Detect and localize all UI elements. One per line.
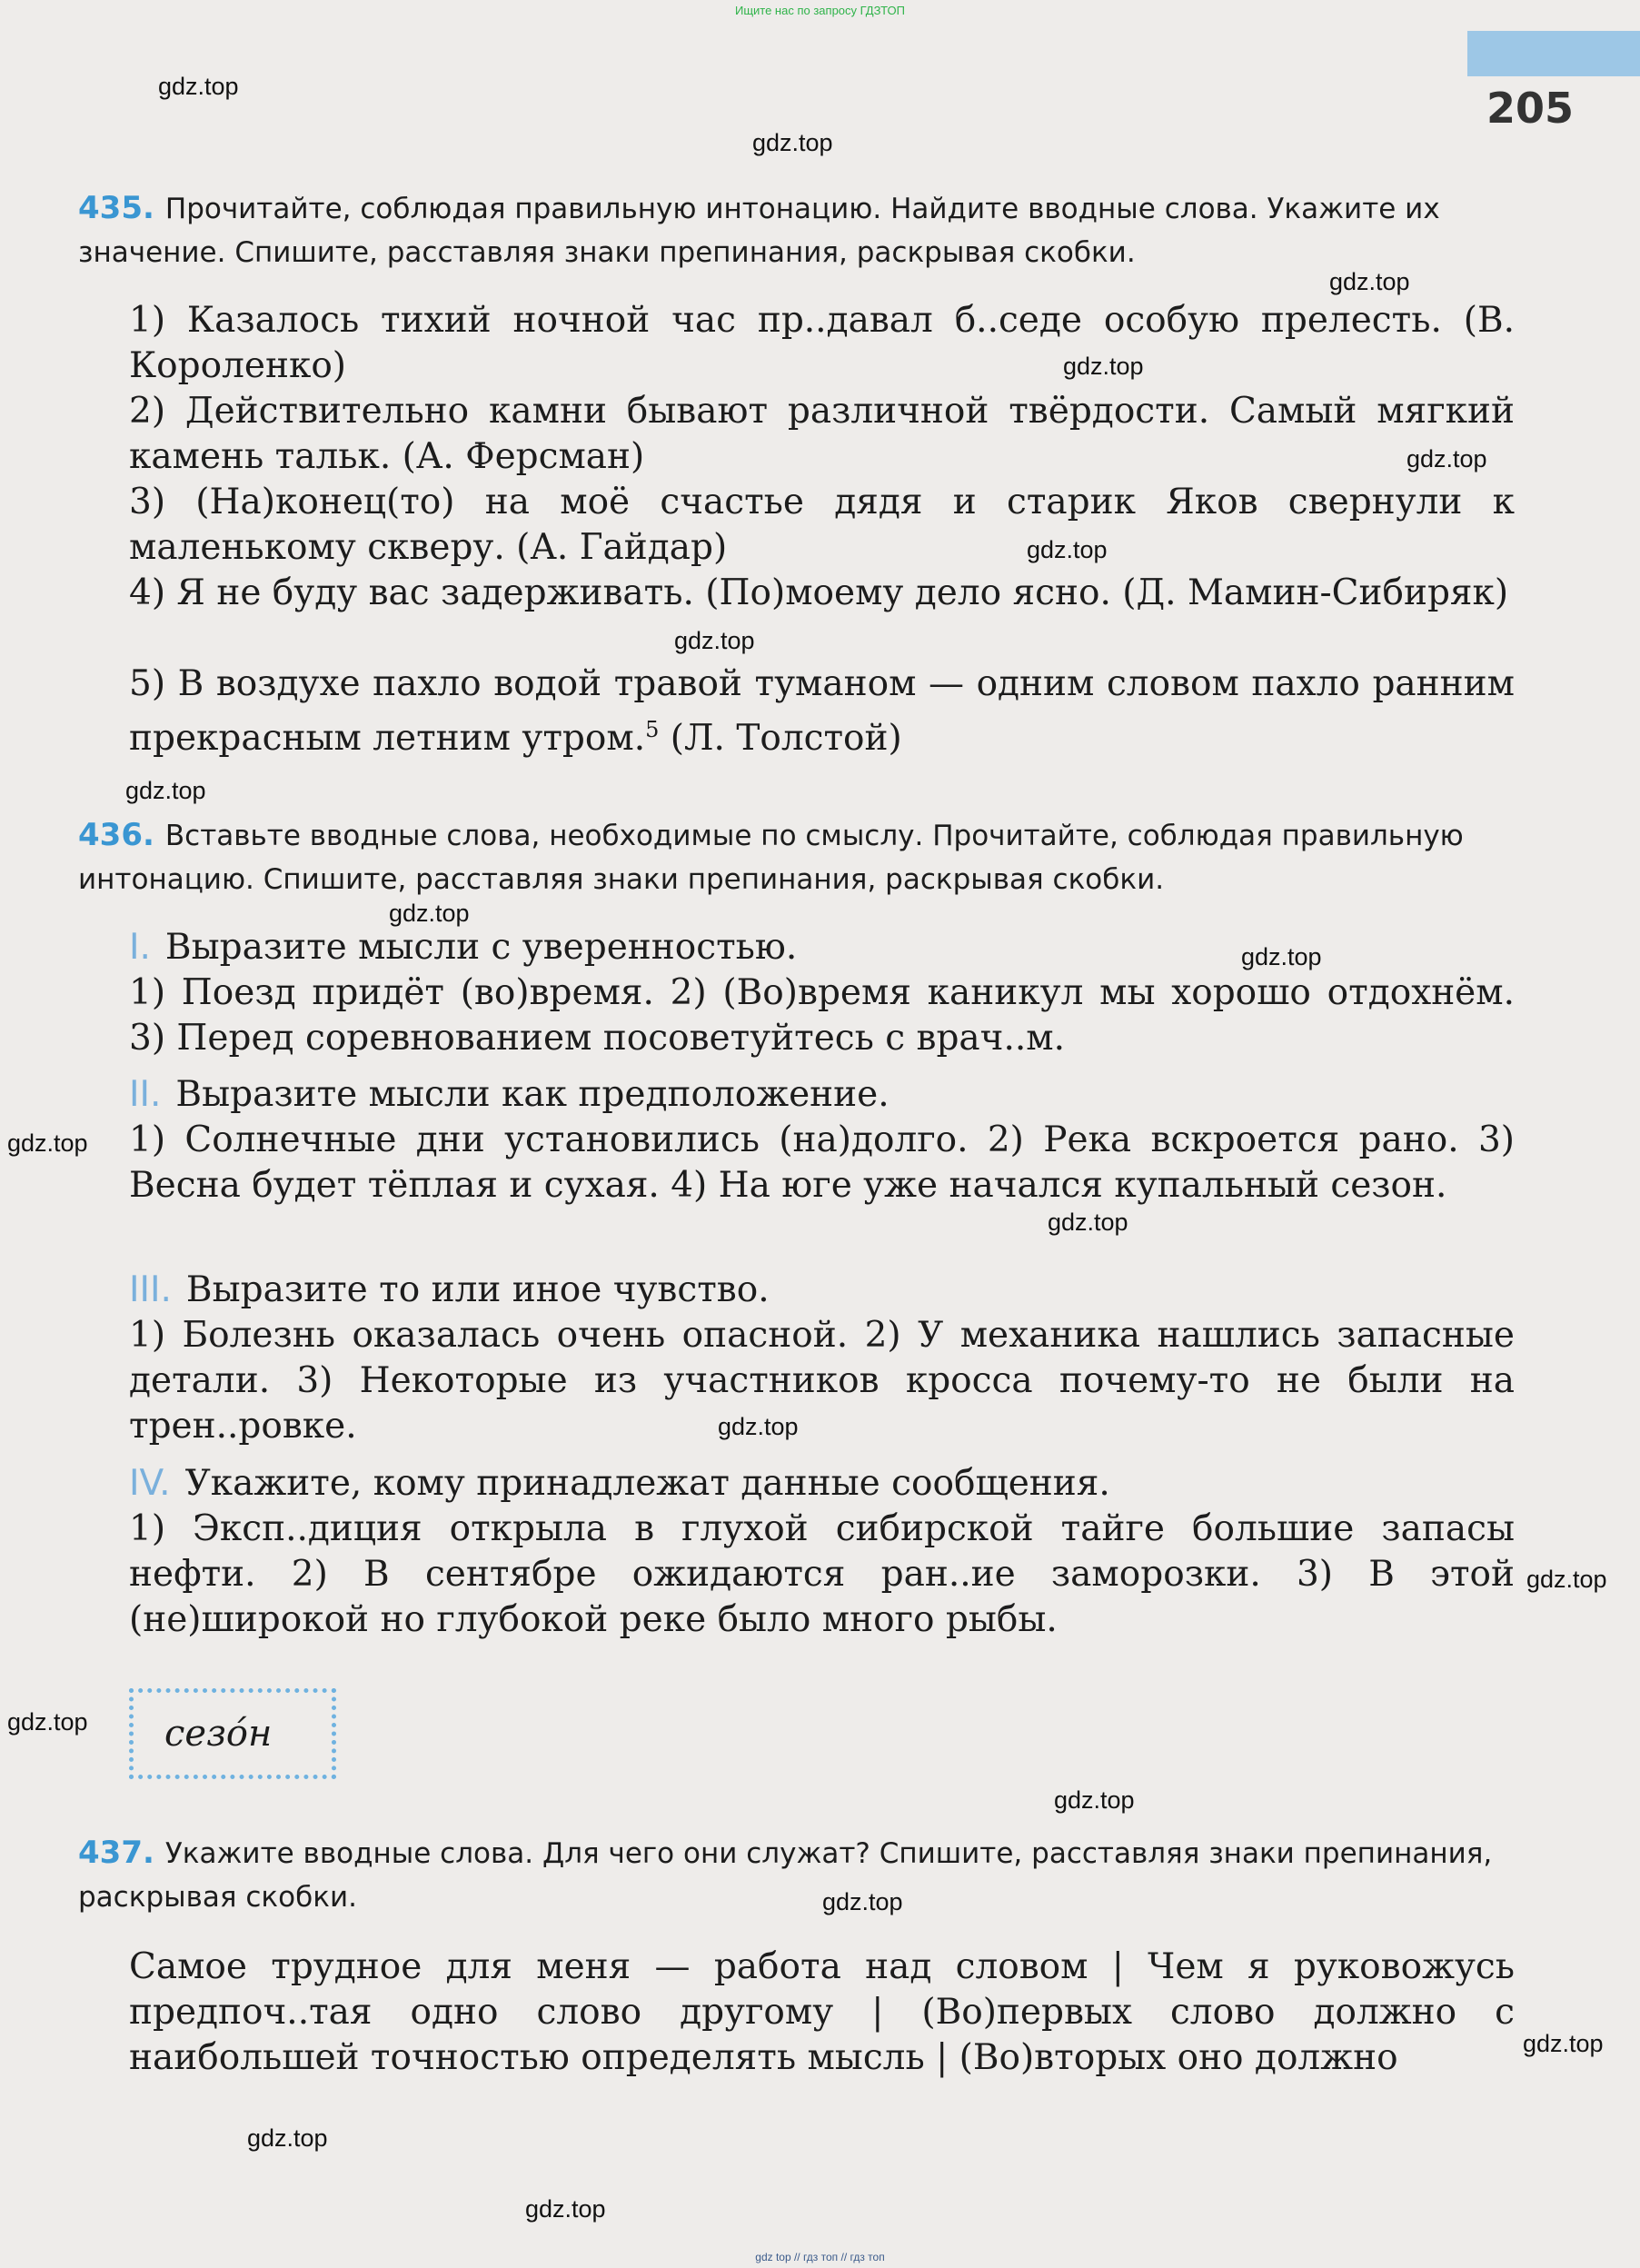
watermark: gdz.top [822,1888,903,1915]
section-2-text: 1) Солнечные дни установились (на)долго. 2) Река вскроется рано. 3) Весна будет тёплая и сухая. 4) На юге уже начался купальный сезон. [129,1119,1515,1206]
ex435-item-5-author: (Л. Толстой) [670,718,902,759]
watermark: gdz.top [1054,1786,1135,1814]
exercise-435-header [78,186,1523,274]
footnote-mark: 5 [645,717,660,742]
section-1-text: 1) Поезд придёт (во)время. 2) (Во)время каникул мы хорошо отдохнём. 3) Перед соревнованием посоветуйтесь с врач..м. [129,972,1515,1059]
watermark: gdz.top [718,1413,799,1440]
ex435-item-5-text: 5) В воздухе пахло водой травой туманом — одним словом пахло ранним прекрасным летним утром. [129,663,1515,759]
watermark: gdz.top [525,2195,606,2223]
vocabulary-word: сезóн [164,1713,273,1755]
section-3-text: 1) Болезнь оказалась очень опасной. 2) У механика нашлись запасные детали. 3) Некоторые из участников кросса почему-то не были на трен..ровке. [129,1315,1515,1447]
ex435-item-5 [129,662,1515,761]
vocabulary-word-box [129,1688,336,1779]
watermark: gdz.top [1523,2030,1604,2057]
watermark: gdz.top [1027,536,1108,563]
top-banner: Ищите нас по запросу ГДЗТОП [734,4,905,17]
section-title-text: Выразите то или иное чувство. [185,1269,770,1310]
watermark: gdz.top [1241,943,1322,970]
section-title-text: Укажите, кому принадлежат данные сообщения. [184,1463,1110,1504]
watermark: gdz.top [752,129,833,156]
exercise-436-header [78,813,1523,901]
section-roman: II. [129,1074,162,1115]
watermark: gdz.top [247,2124,328,2152]
ex435-item-1: 1) Казалось тихий ночной час пр..давал б..седе особую прелесть. (В. Короленко) [129,300,1515,386]
exercise-instruction: Укажите вводные слова. Для чего они служат? Спишите, расставляя знаки препинания, раскрывая скобки. [78,1837,1493,1914]
section-roman: I. [129,927,151,968]
watermark: gdz.top [674,627,755,654]
section-title-2 [129,1072,1515,1118]
page-corner-tab [1467,31,1640,76]
bottom-banner: gdz top // гдз топ // гдз топ [755,2251,885,2263]
ex437-text: Самое трудное для меня — работа над словом | Чем я руковожусь предпоч..тая одно слово другому | (Во)первых слово должно с наибольшей точностью определять мысль | (Во)вторых оно должно [129,1946,1515,2078]
ex435-item-4: 4) Я не буду вас задерживать. (По)моему дело ясно. (Д. Мамин-Сибиряк) [129,572,1509,613]
ex435-item-3: 3) (На)конец(то) на моё счастье дядя и старик Яков свернули к маленькому скверу. (А. Гайдар) [129,482,1515,568]
exercise-437-header [78,1831,1523,1919]
watermark: gdz.top [1048,1209,1128,1236]
section-roman: III. [129,1269,172,1310]
watermark: gdz.top [1329,268,1410,295]
section-roman: IV. [129,1463,171,1504]
watermark: gdz.top [158,73,239,100]
watermark: gdz.top [125,777,206,804]
watermark: gdz.top [1406,445,1487,472]
exercise-instruction: Вставьте вводные слова, необходимые по смыслу. Прочитайте, соблюдая правильную интонацию. Спишите, расставляя знаки препинания, раскрывая скобки. [78,820,1464,896]
exercise-instruction: Прочитайте, соблюдая правильную интонацию. Найдите вводные слова. Укажите их значение. Спишите, расставляя знаки препинания, раскрывая скобки. [78,193,1440,269]
watermark: gdz.top [7,1708,88,1736]
watermark: gdz.top [389,900,470,927]
section-title-text: Выразите мысли с уверенностью. [164,927,798,968]
section-title-3 [129,1268,1515,1313]
section-title-text: Выразите мысли как предположение. [175,1074,890,1115]
section-title-4 [129,1461,1515,1507]
exercise-number: 435. [78,190,154,226]
exercise-number: 436. [78,817,154,853]
watermark: gdz.top [1063,353,1144,380]
watermark: gdz.top [7,1129,88,1157]
page-number: 205 [1486,84,1575,133]
exercise-number: 437. [78,1835,154,1871]
watermark: gdz.top [1526,1566,1607,1593]
section-4-text: 1) Эксп..диция открыла в глухой сибирской тайге большие запасы нефти. 2) В сентябре ожидаются ран..ие заморозки. 3) В этой (не)широкой но глубокой реке было много рыбы. [129,1508,1515,1640]
ex435-item-2: 2) Действительно камни бывают различной твёрдости. Самый мягкий камень тальк. (А. Ферсман) [129,391,1515,477]
